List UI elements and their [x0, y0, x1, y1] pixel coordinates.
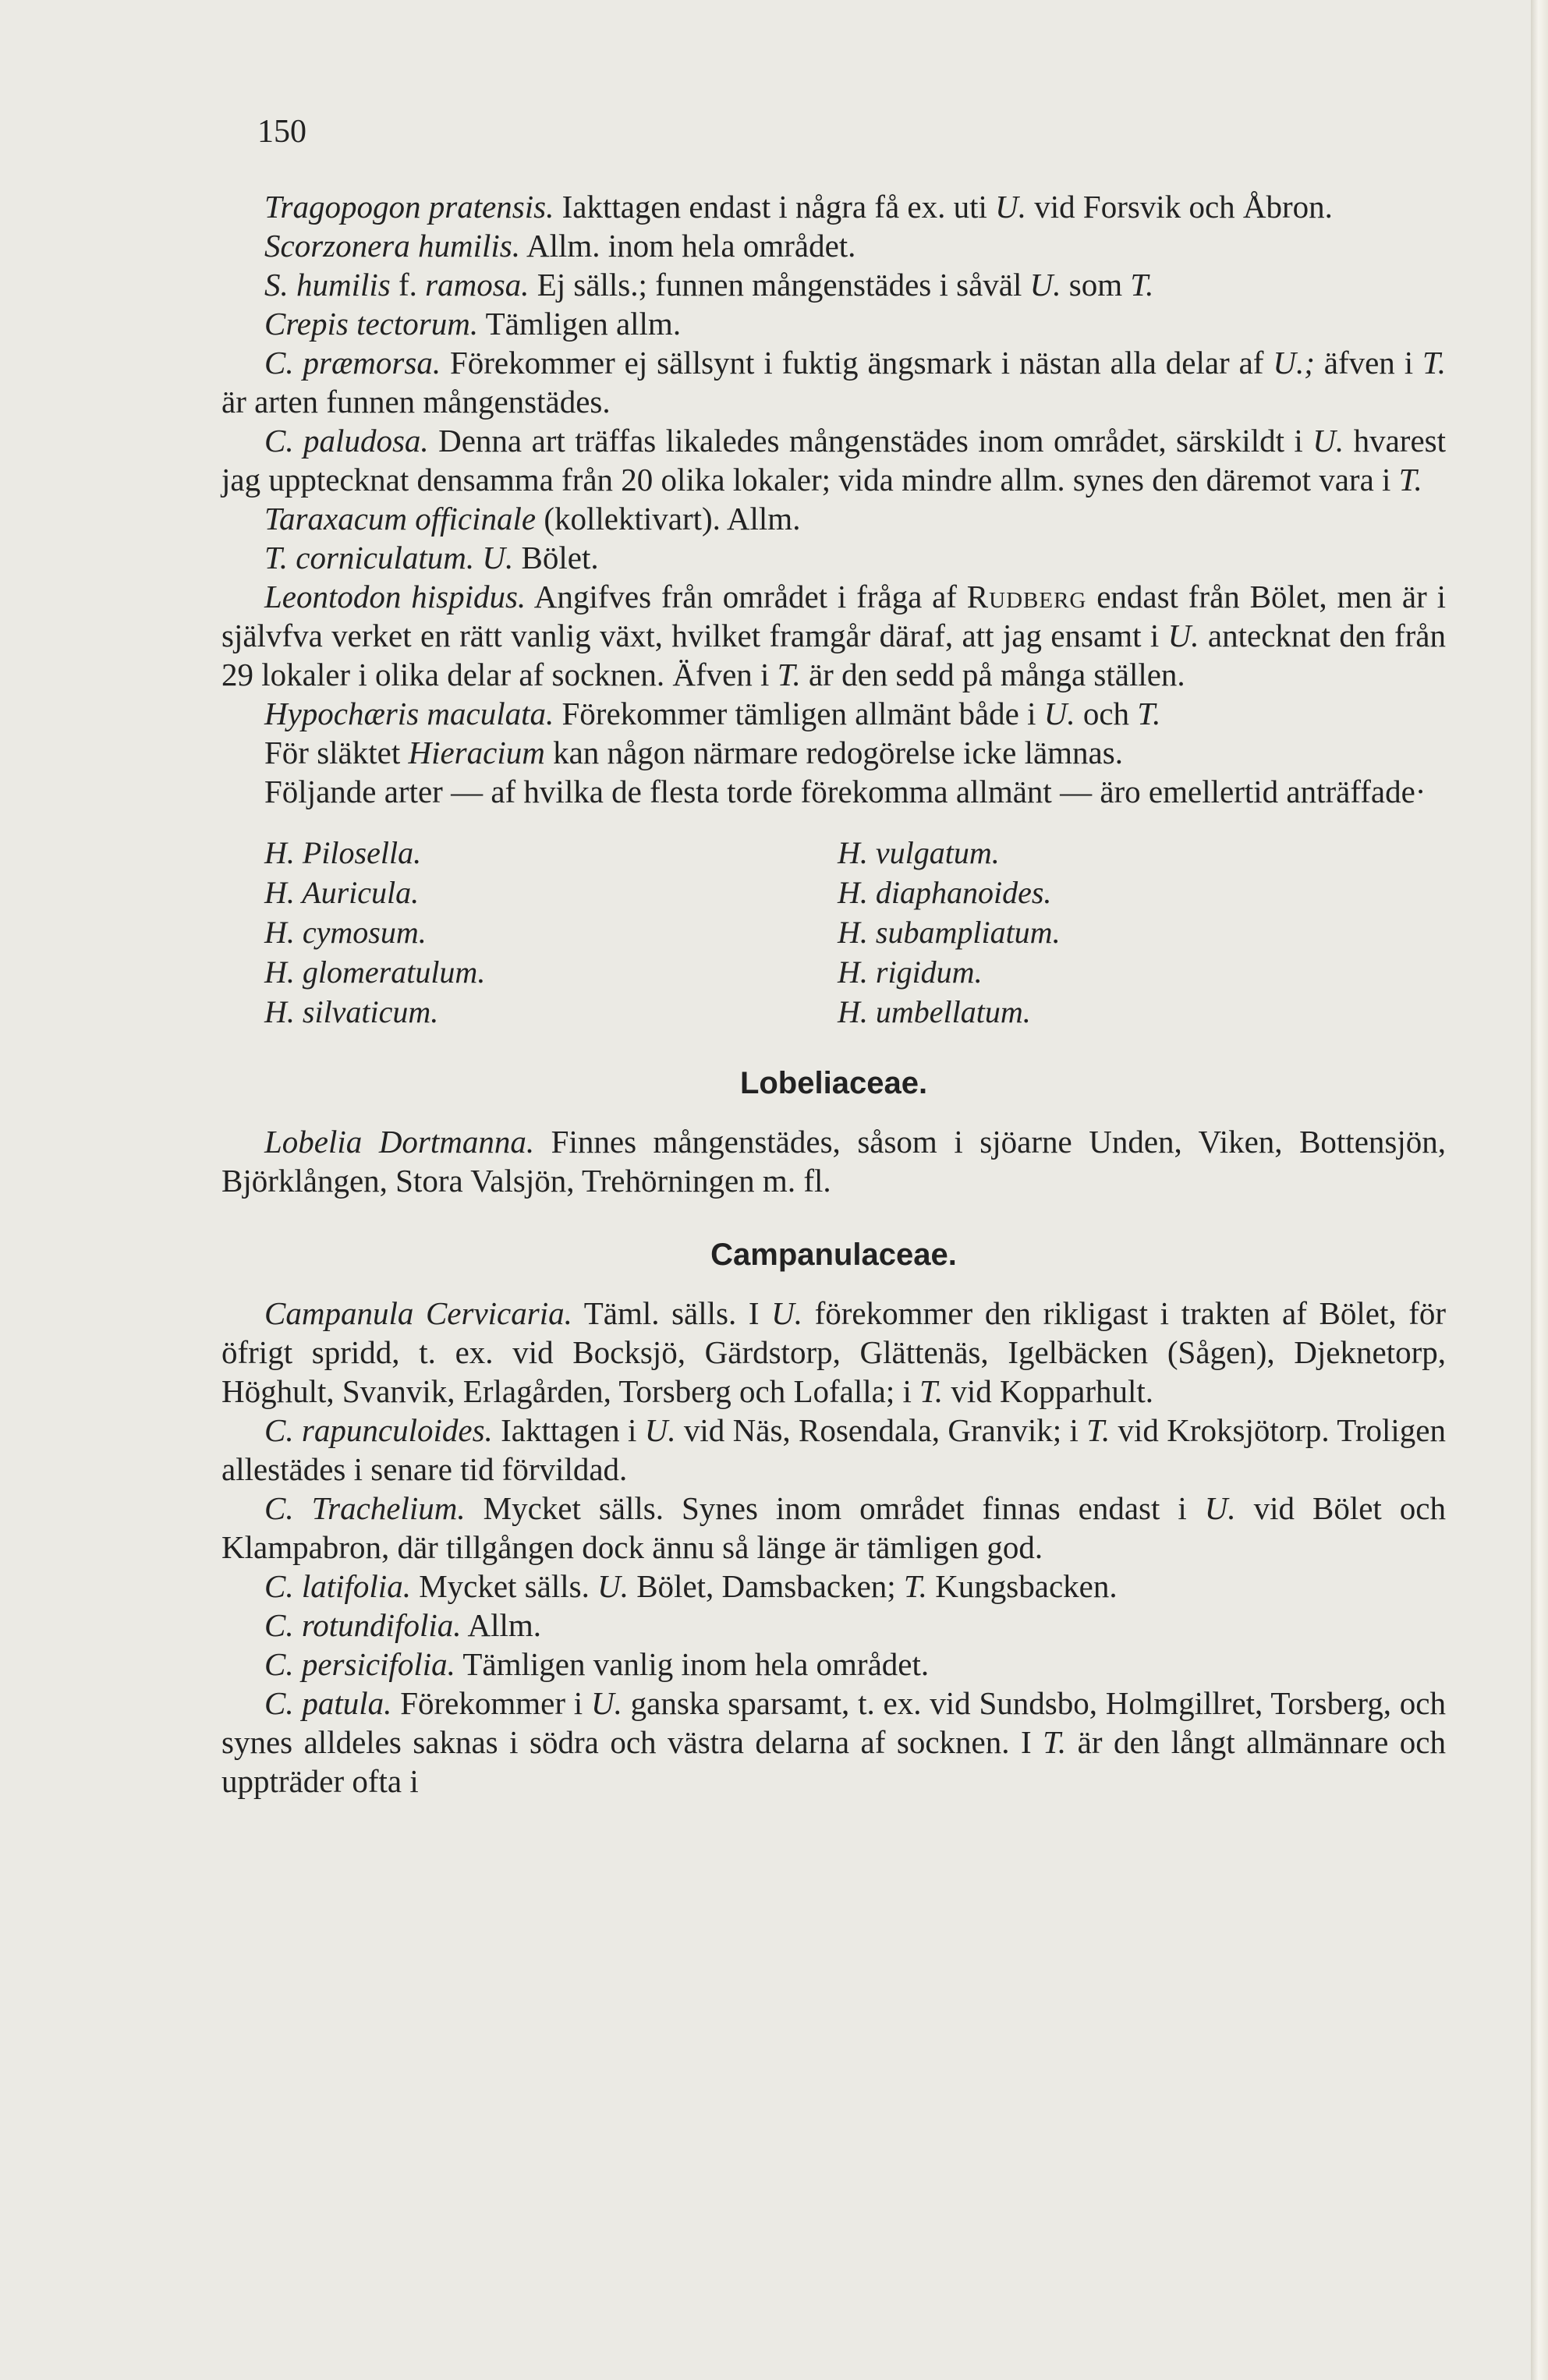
entry-text: Allm. inom hela området. — [520, 228, 856, 264]
species-name: Tragopogon pratensis. — [264, 189, 554, 225]
species-name: Scorzonera humilis. — [264, 228, 520, 264]
entry-text: (kollektivart). Allm. — [536, 501, 801, 537]
locality-abbrev: T. — [1422, 345, 1447, 381]
hieracium-note — [221, 733, 1446, 772]
locality-abbrev: U. — [591, 1685, 622, 1721]
entry-text: Förekommer i — [391, 1685, 591, 1721]
entry-text: För släktet — [264, 735, 409, 770]
entry-c-persicifolia — [221, 1645, 1446, 1684]
list-item: H. subampliatum. — [838, 915, 1061, 950]
entry-c-patula — [221, 1684, 1446, 1801]
locality-abbrev: T. — [1398, 462, 1422, 498]
entry-text: Finnes mångenstädes, såsom i sjöarne Unden, Viken, Bottensjön, Björklången, Stora Valsjön, Trehörningen m. fl. — [221, 1124, 1446, 1199]
list-item: H. Auricula. — [264, 875, 420, 910]
entry-text: Förekommer tämligen allmänt både i — [554, 696, 1044, 731]
locality-abbrev: U. — [1167, 618, 1199, 653]
entry-text: Ej sälls.; funnen mångenstädes i såväl — [529, 267, 1030, 303]
entry-text: är den sedd på många ställen. — [800, 657, 1185, 692]
entry-text: äfven i — [1314, 345, 1422, 381]
entry-text: som — [1061, 267, 1131, 303]
page-number: 150 — [257, 114, 306, 150]
page-edge-shadow — [1531, 0, 1548, 2380]
locality-abbrev: U. — [482, 540, 514, 576]
entry-text: vid Bölet och Klampabron, där tillgången dock ännu så länge är tämligen god. — [221, 1490, 1446, 1565]
species-name: Crepis tectorum. — [264, 306, 479, 342]
locality-abbrev: T. — [1043, 1724, 1067, 1760]
entry-text: Allm. — [461, 1607, 542, 1643]
species-name: S. humilis — [264, 267, 391, 303]
entry-text: kan någon närmare redogörelse icke lämnas. — [544, 735, 1123, 770]
species-name: C. paludosa. — [264, 423, 429, 459]
entry-text: endast från Bölet, men är i självfva verket en rätt vanlig växt, hvilket framgår däraf, att jag ensamt i — [221, 579, 1446, 653]
species-name: ramosa. — [425, 267, 530, 303]
entry-lobelia-dortmanna — [221, 1122, 1446, 1200]
entry-text: Iakttagen endast i några få ex. uti — [554, 189, 996, 225]
entry-text: Mycket sälls. Synes inom området finnas endast i — [465, 1490, 1205, 1526]
entry-text — [474, 540, 482, 576]
entry-text: Denna art träffas likaledes mångenstädes inom området, särskildt i — [428, 423, 1313, 459]
entry-text: Angifves från området i fråga af — [526, 579, 967, 614]
locality-abbrev: U.; — [1273, 345, 1315, 381]
locality-abbrev: T. — [1086, 1412, 1111, 1448]
locality-abbrev: U. — [1312, 423, 1344, 459]
entry-text: Täml. sälls. I — [572, 1295, 772, 1331]
entry-c-rapunculoides — [221, 1411, 1446, 1489]
entry-text: Kungsbacken. — [926, 1568, 1118, 1604]
entry-text: Mycket sälls. — [410, 1568, 598, 1604]
locality-abbrev: T. — [1130, 267, 1154, 303]
hieracium-species-list — [221, 833, 1446, 1032]
locality-abbrev: U. — [1204, 1490, 1236, 1526]
locality-abbrev: U. — [1043, 696, 1075, 731]
list-item: H. Pilosella. — [264, 835, 422, 870]
species-name: T. corniculatum. — [264, 540, 475, 576]
species-name: C. rapunculoides. — [264, 1412, 493, 1448]
locality-abbrev: T. — [919, 1373, 944, 1409]
list-item: H. vulgatum. — [838, 835, 1000, 870]
list-item: H. cymosum. — [264, 915, 427, 950]
species-name: C. persicifolia. — [264, 1646, 455, 1682]
entry-text: Förekommer ej sällsynt i fuktig ängsmark i nästan alla delar af — [441, 345, 1273, 381]
species-name: Taraxacum officinale — [264, 501, 537, 537]
species-name: C. Trachelium. — [264, 1490, 466, 1526]
species-name: Hieracium — [408, 735, 545, 770]
entry-text: Bölet, Damsbacken; — [628, 1568, 904, 1604]
list-item: H. silvaticum. — [264, 994, 439, 1029]
list-item: H. diaphanoides. — [838, 875, 1052, 910]
entry-crepis-tectorum — [221, 304, 1446, 343]
locality-abbrev: T. — [1137, 696, 1161, 731]
list-item: H. rigidum. — [838, 954, 983, 990]
locality-abbrev: U. — [995, 189, 1026, 225]
species-name: Leontodon hispidus. — [264, 579, 526, 614]
entry-text: vid Kroksjötorp. Troligen allestädes i senare tid förvildad. — [221, 1412, 1447, 1487]
entry-text: är den långt allmännare och uppträder ofta i — [221, 1724, 1446, 1799]
entry-t-corniculatum — [221, 538, 1446, 577]
species-name: C. patula. — [264, 1685, 392, 1721]
hieracium-column-left — [264, 833, 485, 1032]
locality-abbrev: U. — [644, 1412, 676, 1448]
entry-text: ganska sparsamt, t. ex. vid Sundsbo, Holmgillret, Torsberg, och synes alldeles saknas i södra och västra delarna af socknen. I — [221, 1685, 1446, 1760]
locality-abbrev: U. — [1029, 267, 1061, 303]
species-name: Campanula Cervicaria. — [264, 1295, 572, 1331]
species-name: C. præmorsa. — [264, 345, 441, 381]
entry-text: Tämligen allm. — [478, 306, 682, 342]
entry-scorzonera-humilis — [221, 226, 1446, 265]
entry-text: och — [1075, 696, 1138, 731]
entry-hypochaeris-maculata — [221, 694, 1446, 733]
entry-text: vid Forsvik och Åbron. — [1026, 189, 1333, 225]
entry-text: Följande arter — af hvilka de flesta torde förekomma allmänt — äro emellertid anträffade· — [264, 774, 1426, 809]
entry-text: Iakttagen i — [492, 1412, 645, 1448]
entry-c-praemorsa — [221, 343, 1446, 421]
entry-text: vid Kopparhult. — [943, 1373, 1154, 1409]
list-item: H. glomeratulum. — [264, 954, 486, 990]
locality-abbrev: T. — [777, 657, 801, 692]
entry-text: hvarest jag upptecknat densamma från 20 olika lokaler; vida mindre allm. synes den däremot vara i — [221, 423, 1446, 498]
entry-tragopogon-pratensis — [221, 187, 1446, 226]
entry-campanula-cervicaria — [221, 1294, 1446, 1411]
entry-c-rotundifolia — [221, 1606, 1446, 1645]
entry-text: vid Näs, Rosendala, Granvik; i — [675, 1412, 1087, 1448]
author-name: Rudberg — [966, 579, 1087, 614]
entry-text: Bölet. — [513, 540, 599, 576]
species-name: Hypochæris maculata. — [264, 696, 554, 731]
entry-leontodon-hispidus — [221, 577, 1446, 694]
entry-text: antecknat den från 29 lokaler i olika delar af socknen. Äfven i — [221, 618, 1446, 692]
list-item: H. umbellatum. — [838, 994, 1031, 1029]
hieracium-column-right — [838, 833, 1061, 1032]
species-name: C. latifolia. — [264, 1568, 411, 1604]
entry-text: f. — [390, 267, 426, 303]
section-heading-campanulaceae: Campanulaceae. — [710, 1238, 957, 1272]
hieracium-intro — [221, 772, 1446, 811]
entry-text: Tämligen vanlig inom hela området. — [455, 1646, 930, 1682]
species-name: Lobelia Dortmanna. — [264, 1124, 535, 1160]
entry-taraxacum-officinale — [221, 499, 1446, 538]
species-name: C. rotundifolia. — [264, 1607, 462, 1643]
page-text — [221, 112, 1446, 1801]
entry-c-trachelium — [221, 1489, 1446, 1567]
entry-c-paludosa — [221, 421, 1446, 499]
entry-text: förekommer den rikligast i trakten af Bölet, för öfrigt spridd, t. ex. vid Bocksjö, Gärdstorp, Glättenäs, Igelbäcken (Sågen), Djeknetorp, Höghult, Svanvik, Erlagården, Torsberg och Lofalla; i — [221, 1295, 1446, 1409]
entry-s-humilis-ramosa — [221, 265, 1446, 304]
locality-abbrev: T. — [903, 1568, 927, 1604]
section-heading-lobeliaceae: Lobeliaceae. — [739, 1066, 928, 1100]
entry-text: är arten funnen mångenstädes. — [221, 384, 611, 420]
entry-c-latifolia — [221, 1567, 1446, 1606]
locality-abbrev: U. — [597, 1568, 629, 1604]
locality-abbrev: U. — [771, 1295, 802, 1331]
